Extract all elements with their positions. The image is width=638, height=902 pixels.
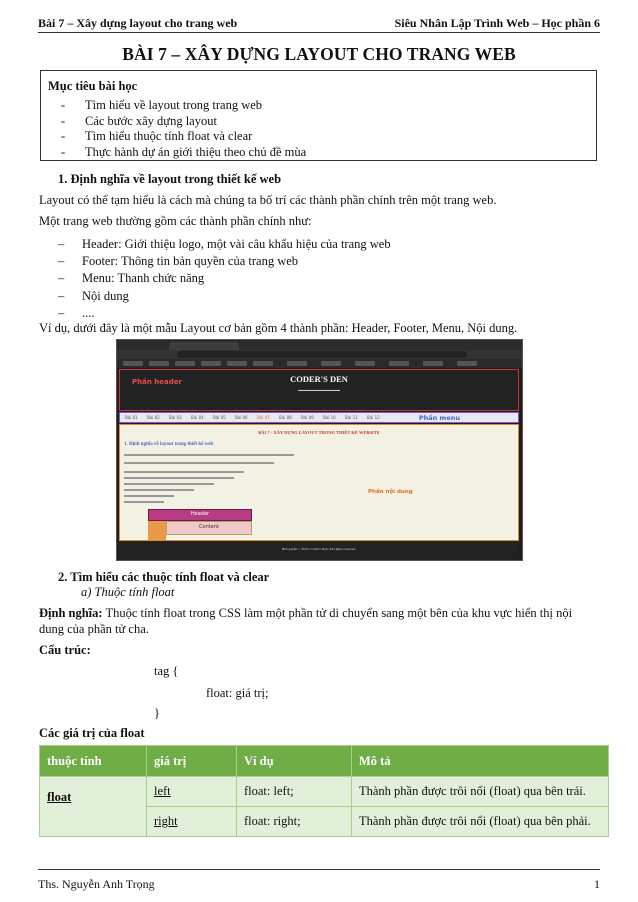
section2-heading: 2. Tìm hiểu các thuộc tính float và clear xyxy=(58,570,270,584)
table-row xyxy=(40,777,609,807)
col-header: Ví dụ xyxy=(237,746,352,777)
goal-item: - Các bước xây dựng layout xyxy=(61,113,217,128)
section1-heading: 1. Định nghĩa về layout trong thiết kế web xyxy=(58,172,282,186)
page-footer xyxy=(38,869,600,891)
table-cell: Thành phần được trôi nổi (float) qua bên trái. xyxy=(352,777,609,807)
example-content xyxy=(119,424,519,541)
content-title: BÀI 7 - XÂY DỰNG LAYOUT TRONG THIẾT KẾ WEBSITE xyxy=(258,430,380,435)
code-line-1: tag { xyxy=(154,664,179,678)
col-header: giá trị xyxy=(147,746,237,777)
browser-addressbar xyxy=(117,350,522,359)
table-cell: right xyxy=(147,807,237,837)
example-menu: Bài 01 Bài 02 Bài 03 Bài 04 Bài 05 Bài 06 Bài 07 Bài 08 Bài 09 Bài 10 Bài 11 Bài 12 Phần menu xyxy=(119,412,519,423)
section1-p1: Layout có thể tạm hiểu là cách mà chúng ta bố trí các thành phần chính trên một trang web. xyxy=(39,193,497,207)
float-values-table xyxy=(39,745,609,837)
values-label: Các giá trị của float xyxy=(39,726,145,740)
section2-sub: a) Thuộc tính float xyxy=(81,585,175,599)
layout-example-screenshot xyxy=(116,339,523,561)
content-part-label: Phần nội dung xyxy=(368,489,413,495)
header-right: Siêu Nhân Lập Trình Web – Học phần 6 xyxy=(394,16,600,30)
example-footer: Bản quyền © 2023. Coder's Den. All rights reserved. xyxy=(119,541,519,559)
bullet-item: – Footer: Thông tin bản quyền của trang web xyxy=(58,254,299,269)
table-header-row xyxy=(40,746,609,777)
site-logo: CODER'S DEN xyxy=(290,374,348,384)
goal-item: - Thực hành dự án giới thiệu theo chủ đề mùa xyxy=(61,144,307,159)
table-cell: Thành phần được trôi nổi (float) qua bên phải. xyxy=(352,807,609,837)
menu-part-label: Phần menu xyxy=(418,414,460,422)
section1-p3: Ví dụ, dưới đây là một mẫu Layout cơ bản gồm 4 thành phần: Header, Footer, Menu, Nội dung. xyxy=(39,321,518,335)
code-line-2: float: giá trị; xyxy=(206,686,269,700)
bullet-item: – .... xyxy=(58,305,95,320)
page-number: 1 xyxy=(594,877,600,891)
goals-box xyxy=(40,70,597,161)
table-cell: float: left; xyxy=(237,777,352,807)
table-cell: left xyxy=(147,777,237,807)
browser-tabbar xyxy=(117,340,522,350)
content-heading: 1. Định nghĩa về layout trong thiết kế web xyxy=(124,442,214,447)
site-slogan: ▬▬▬▬▬▬▬▬▬▬▬▬ xyxy=(298,388,340,392)
browser-bookmarks xyxy=(117,359,522,368)
col-header: Mô tả xyxy=(352,746,609,777)
table-cell: float xyxy=(40,777,147,837)
example-header xyxy=(119,369,519,411)
footer-author: Ths. Nguyễn Anh Trọng xyxy=(38,877,155,891)
struct-label: Cấu trúc: xyxy=(39,643,91,657)
goals-heading: Mục tiêu bài học xyxy=(48,79,138,93)
code-line-3: } xyxy=(154,706,160,720)
section1-bullets xyxy=(58,236,391,322)
goals-list xyxy=(61,98,306,160)
goal-item: - Tìm hiểu thuộc tính float và clear xyxy=(61,129,253,143)
bullet-item: – Menu: Thanh chức năng xyxy=(58,271,205,286)
section2-def-cont: dung của phần tử cha. xyxy=(39,622,149,636)
mini-layout-diagram: Header Content xyxy=(148,509,252,541)
page-header xyxy=(38,14,600,33)
header-left: Bài 7 – Xây dựng layout cho trang web xyxy=(38,16,238,30)
header-part-label: Phần header xyxy=(132,378,182,386)
goal-item: - Tìm hiểu về layout trong trang web xyxy=(61,98,263,112)
bullet-item: – Nội dung xyxy=(58,288,129,303)
section2-def: Định nghĩa: Thuộc tính float trong CSS làm một phần tử di chuyển sang một bên của khu vực hiển thị nội xyxy=(39,606,573,620)
col-header: thuộc tính xyxy=(40,746,147,777)
bullet-item: – Header: Giới thiệu logo, một vài câu khẩu hiệu của trang web xyxy=(58,237,391,251)
table-cell: float: right; xyxy=(237,807,352,837)
section1-p2: Một trang web thường gồm các thành phần chính như: xyxy=(39,214,312,228)
page-title: BÀI 7 – XÂY DỰNG LAYOUT CHO TRANG WEB xyxy=(122,44,516,64)
